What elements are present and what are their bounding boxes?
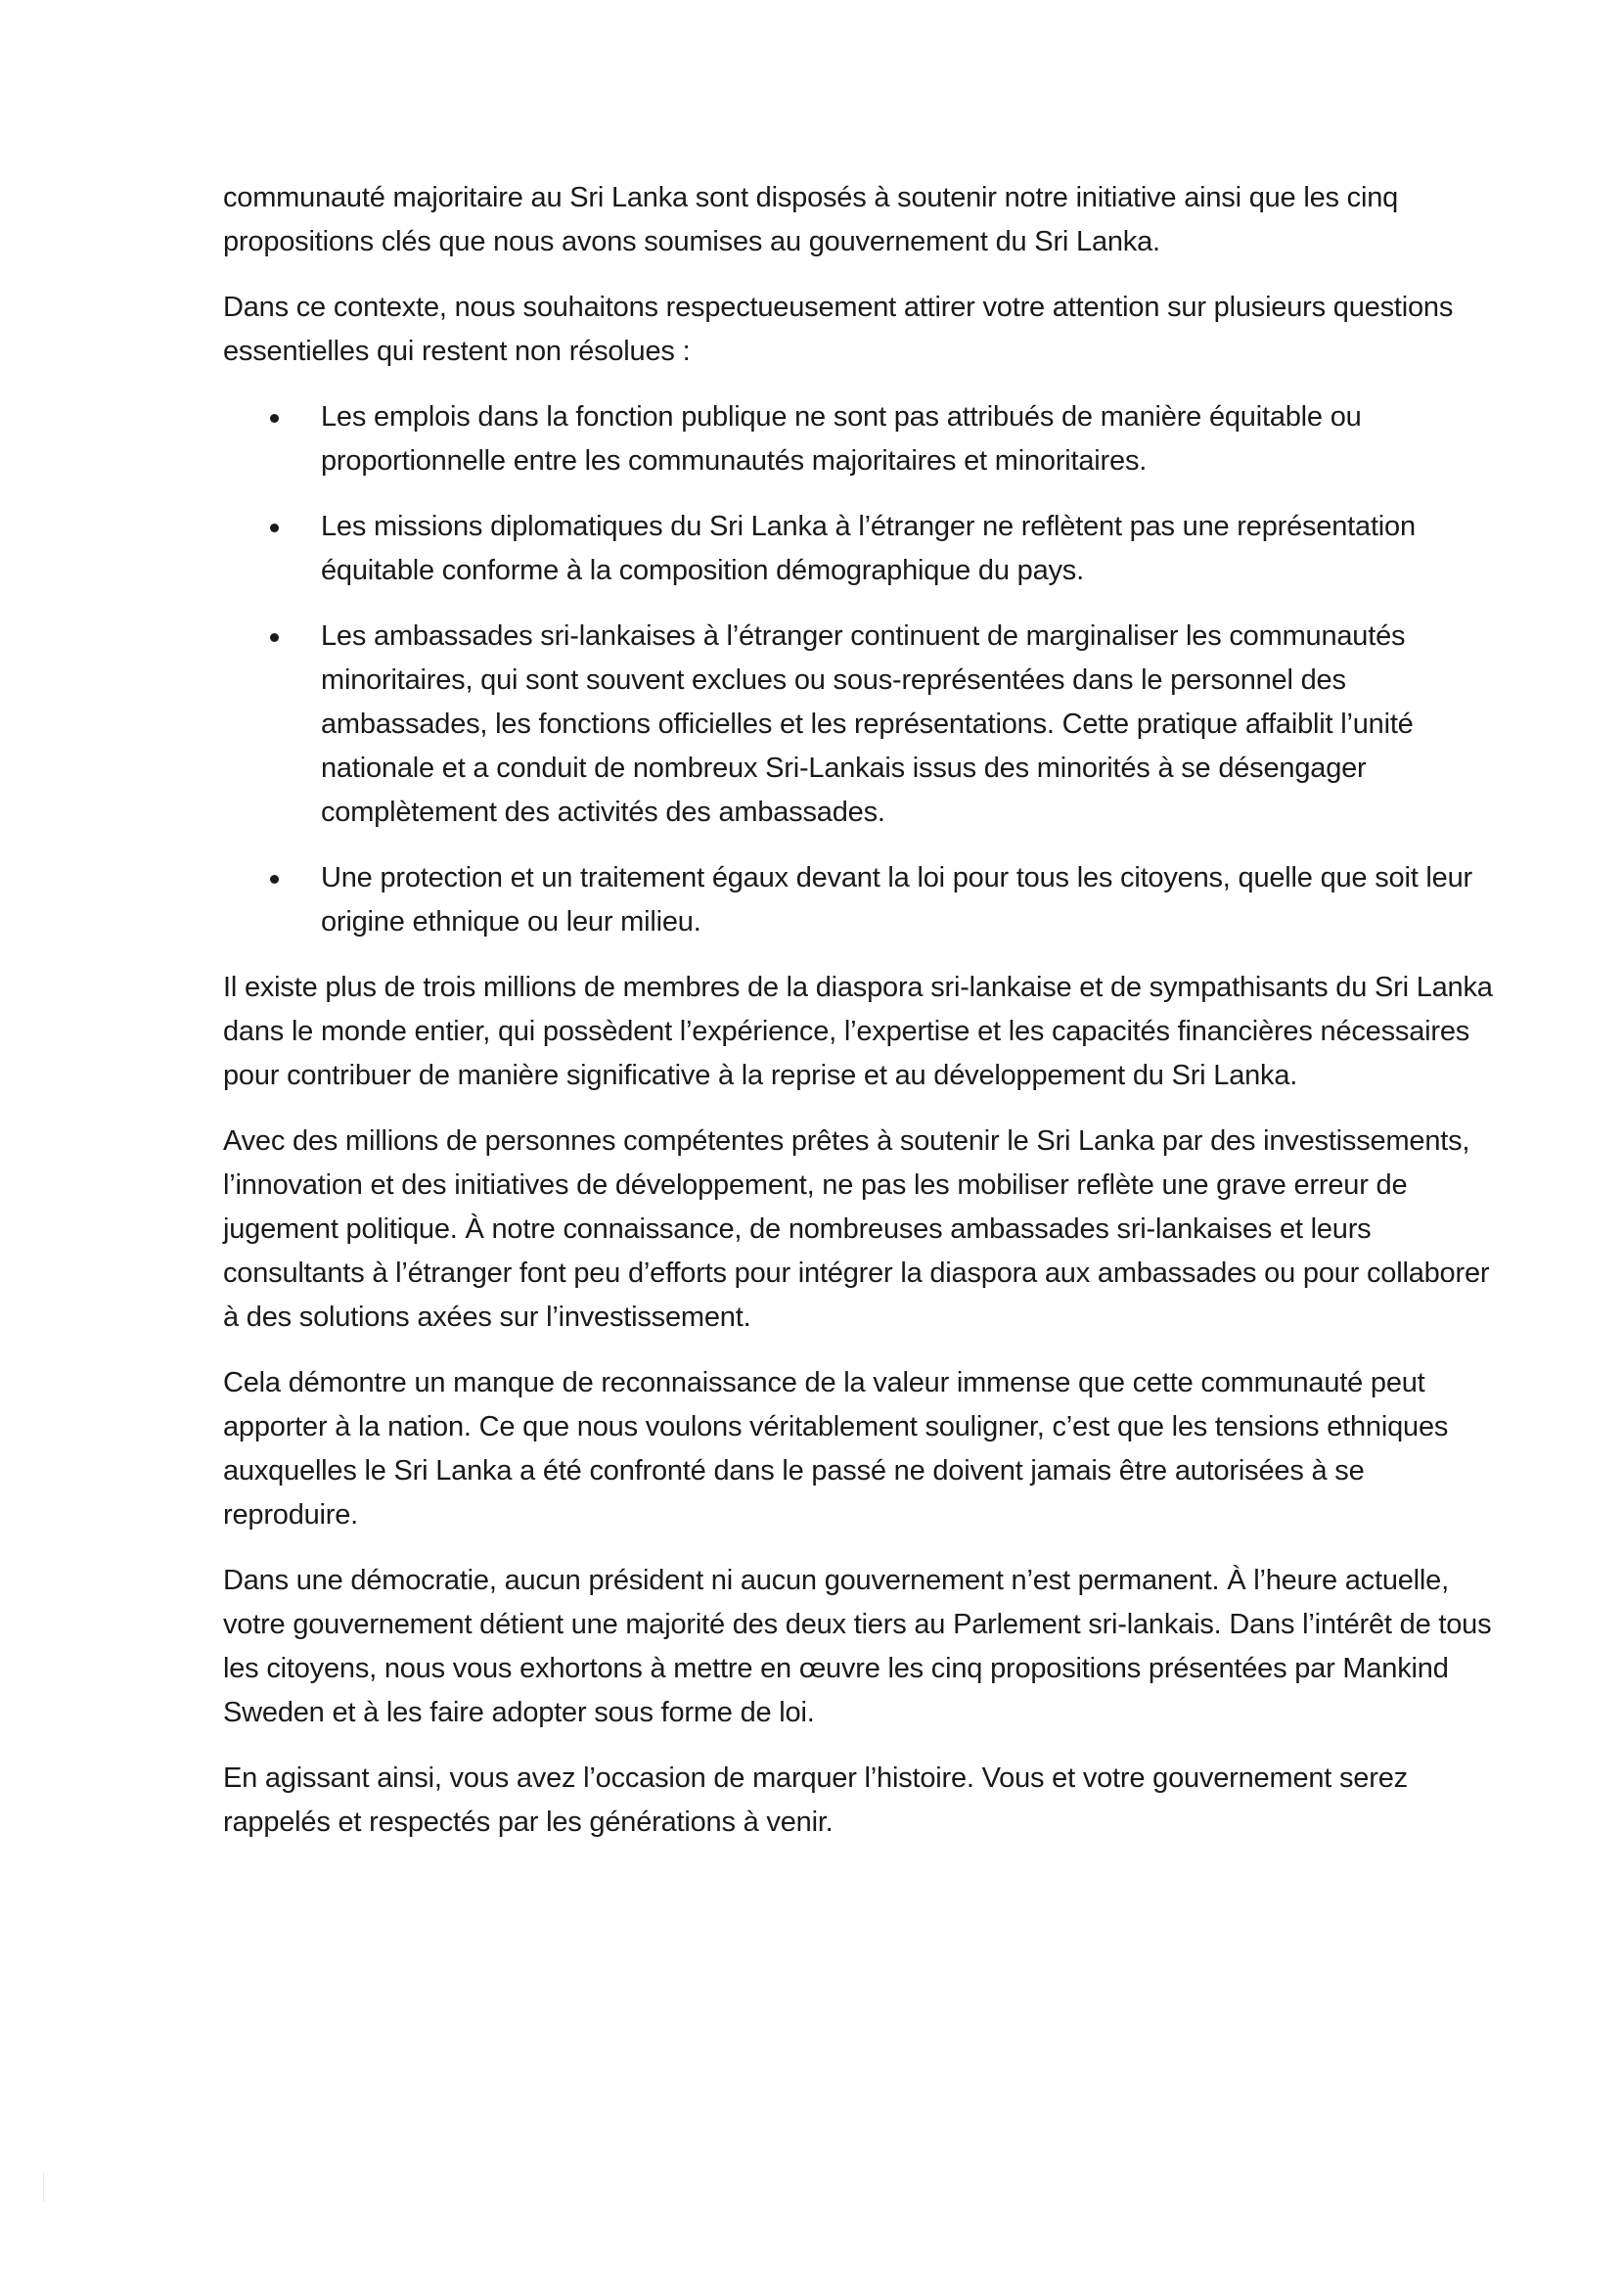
scan-artifact bbox=[43, 2173, 44, 2202]
paragraph-intro-issues: Dans ce contexte, nous souhaitons respectueusement attirer votre attention sur plusieurs questions essentielles qui restent non résolues : bbox=[223, 292, 1454, 367]
list-item bbox=[223, 505, 1495, 593]
bullet-icon bbox=[270, 875, 279, 884]
bullet-icon bbox=[270, 633, 279, 642]
paragraph-continuation: communauté majoritaire au Sri Lanka sont disposés à soutenir notre initiative ainsi que les cinq propositions clés que nous avons soumises au gouvernement du Sri Lanka. bbox=[223, 182, 1399, 257]
bullet-icon bbox=[270, 524, 279, 532]
letter-body bbox=[223, 176, 1495, 1866]
paragraph-diaspora: Il existe plus de trois millions de membres de la diaspora sri-lankaise et de sympathisants du Sri Lanka dans le monde entier, qui possèdent l’expérience, l’expertise et les capacités financières nécessaires pour contribuer de manière significative à la reprise et au développement du Sri Lanka. bbox=[223, 972, 1493, 1091]
list-item-text: Les emplois dans la fonction publique ne sont pas attribués de manière équitable ou proportionnelle entre les communautés majoritaires et minoritaires. bbox=[321, 401, 1362, 477]
list-item bbox=[223, 395, 1495, 483]
list-item-text: Les missions diplomatiques du Sri Lanka à l’étranger ne reflètent pas une représentation équitable conforme à la composition démographique du pays. bbox=[321, 511, 1416, 586]
bullet-icon bbox=[270, 414, 279, 423]
list-item bbox=[223, 856, 1495, 944]
issues-list bbox=[223, 395, 1495, 944]
list-item-text: Une protection et un traitement égaux devant la loi pour tous les citoyens, quelle que soit leur origine ethnique ou leur milieu. bbox=[321, 862, 1472, 938]
paragraph-investment: Avec des millions de personnes compétentes prêtes à soutenir le Sri Lanka par des investissements, l’innovation et des initiatives de développement, ne pas les mobiliser reflète une grave erreur de jugement politique. À notre connaissance, de nombreuses ambassades sri-lankaises et leurs consultants à l’étranger font peu d’efforts pour intégrer la diaspora aux ambassades ou pour collaborer à des solutions axées sur l’investissement. bbox=[223, 1125, 1490, 1333]
paragraph-closing: En agissant ainsi, vous avez l’occasion de marquer l’histoire. Vous et votre gouvernement serez rappelés et respectés par les générations à venir. bbox=[223, 1762, 1408, 1838]
list-item-text: Les ambassades sri-lankaises à l’étranger continuent de marginaliser les communautés minoritaires, qui sont souvent exclues ou sous-représentées dans le personnel des ambassades, les fonctions officielles et les représentations. Cette pratique affaiblit l’unité nationale et a conduit de nombreux Sri-Lankais issus des minorités à se désengager complètement des activités des ambassades. bbox=[321, 620, 1414, 828]
list-item bbox=[223, 615, 1495, 835]
paragraph-democracy: Dans une démocratie, aucun président ni aucun gouvernement n’est permanent. À l’heure actuelle, votre gouvernement détient une majorité des deux tiers au Parlement sri-lankais. Dans l’intérêt de tous les citoyens, nous vous exhortons à mettre en œuvre les cinq propositions présentées par Mankind Sweden et à les faire adopter sous forme de loi. bbox=[223, 1565, 1492, 1728]
paragraph-recognition: Cela démontre un manque de reconnaissance de la valeur immense que cette communauté peut apporter à la nation. Ce que nous voulons véritablement souligner, c’est que les tensions ethniques auxquelles le Sri Lanka a été confronté dans le passé ne doivent jamais être autorisées à se reproduire. bbox=[223, 1367, 1449, 1531]
